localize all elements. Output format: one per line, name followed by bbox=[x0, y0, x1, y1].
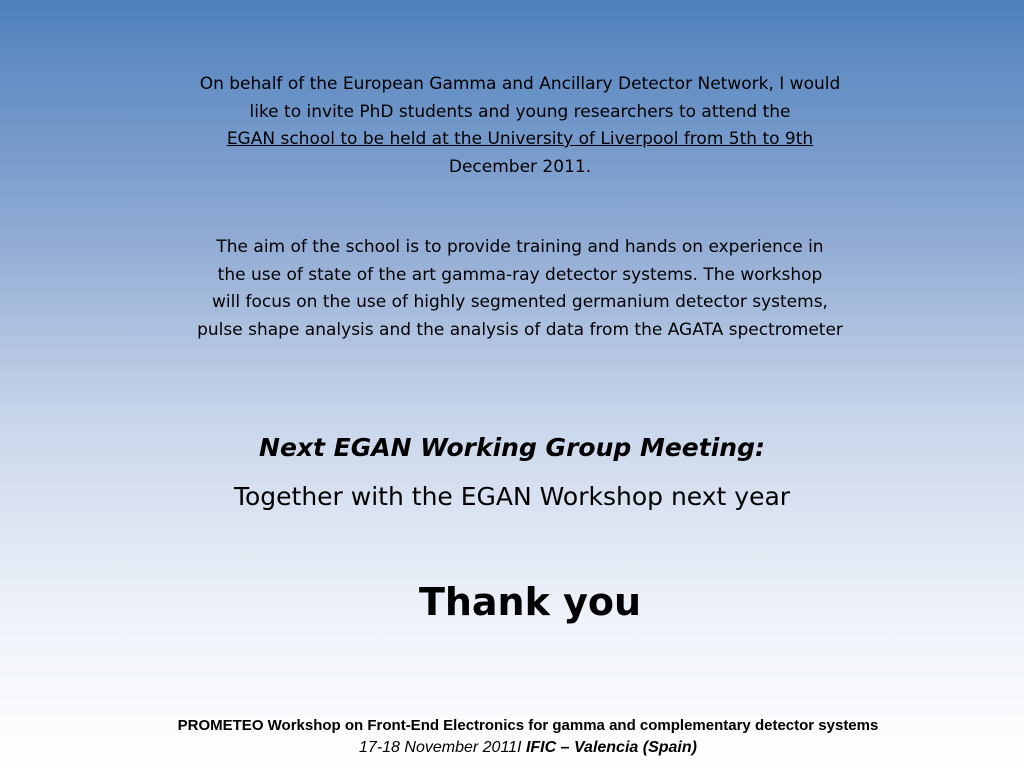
aim-line: the use of state of the art gamma-ray detector systems. The workshop bbox=[217, 264, 823, 285]
school-link[interactable]: EGAN school to be held at the University of Liverpool from 5th to 9th bbox=[226, 129, 814, 149]
meeting-text: Together with the EGAN Workshop next year bbox=[233, 482, 791, 511]
footer-location: IFIC – Valencia (Spain) bbox=[525, 739, 697, 756]
aim-line: will focus on the use of highly segmented germanium detector systems, bbox=[212, 292, 828, 312]
aim-line: pulse shape analysis and the analysis of data from the AGATA spectrometer bbox=[197, 319, 843, 340]
invitation-line: On behalf of the European Gamma and Ancillary Detector Network, I would bbox=[199, 74, 841, 94]
meeting-heading: Next EGAN Working Group Meeting: bbox=[259, 433, 765, 462]
aim-line: The aim of the school is to provide training and hands on experience in bbox=[216, 237, 824, 257]
aim-paragraph bbox=[140, 234, 900, 344]
thank-you-title: Thank you bbox=[418, 580, 642, 624]
footer-title: PROMETEO Workshop on Front-End Electronics for gamma and complementary detector systems bbox=[177, 717, 879, 734]
invitation-line: like to invite PhD students and young researchers to attend the bbox=[249, 101, 791, 122]
footer-dates: 17-18 November 2011I bbox=[359, 739, 522, 756]
invitation-line: December 2011. bbox=[448, 156, 592, 177]
footer-subtitle bbox=[40, 739, 1016, 757]
invitation-paragraph bbox=[140, 71, 900, 181]
